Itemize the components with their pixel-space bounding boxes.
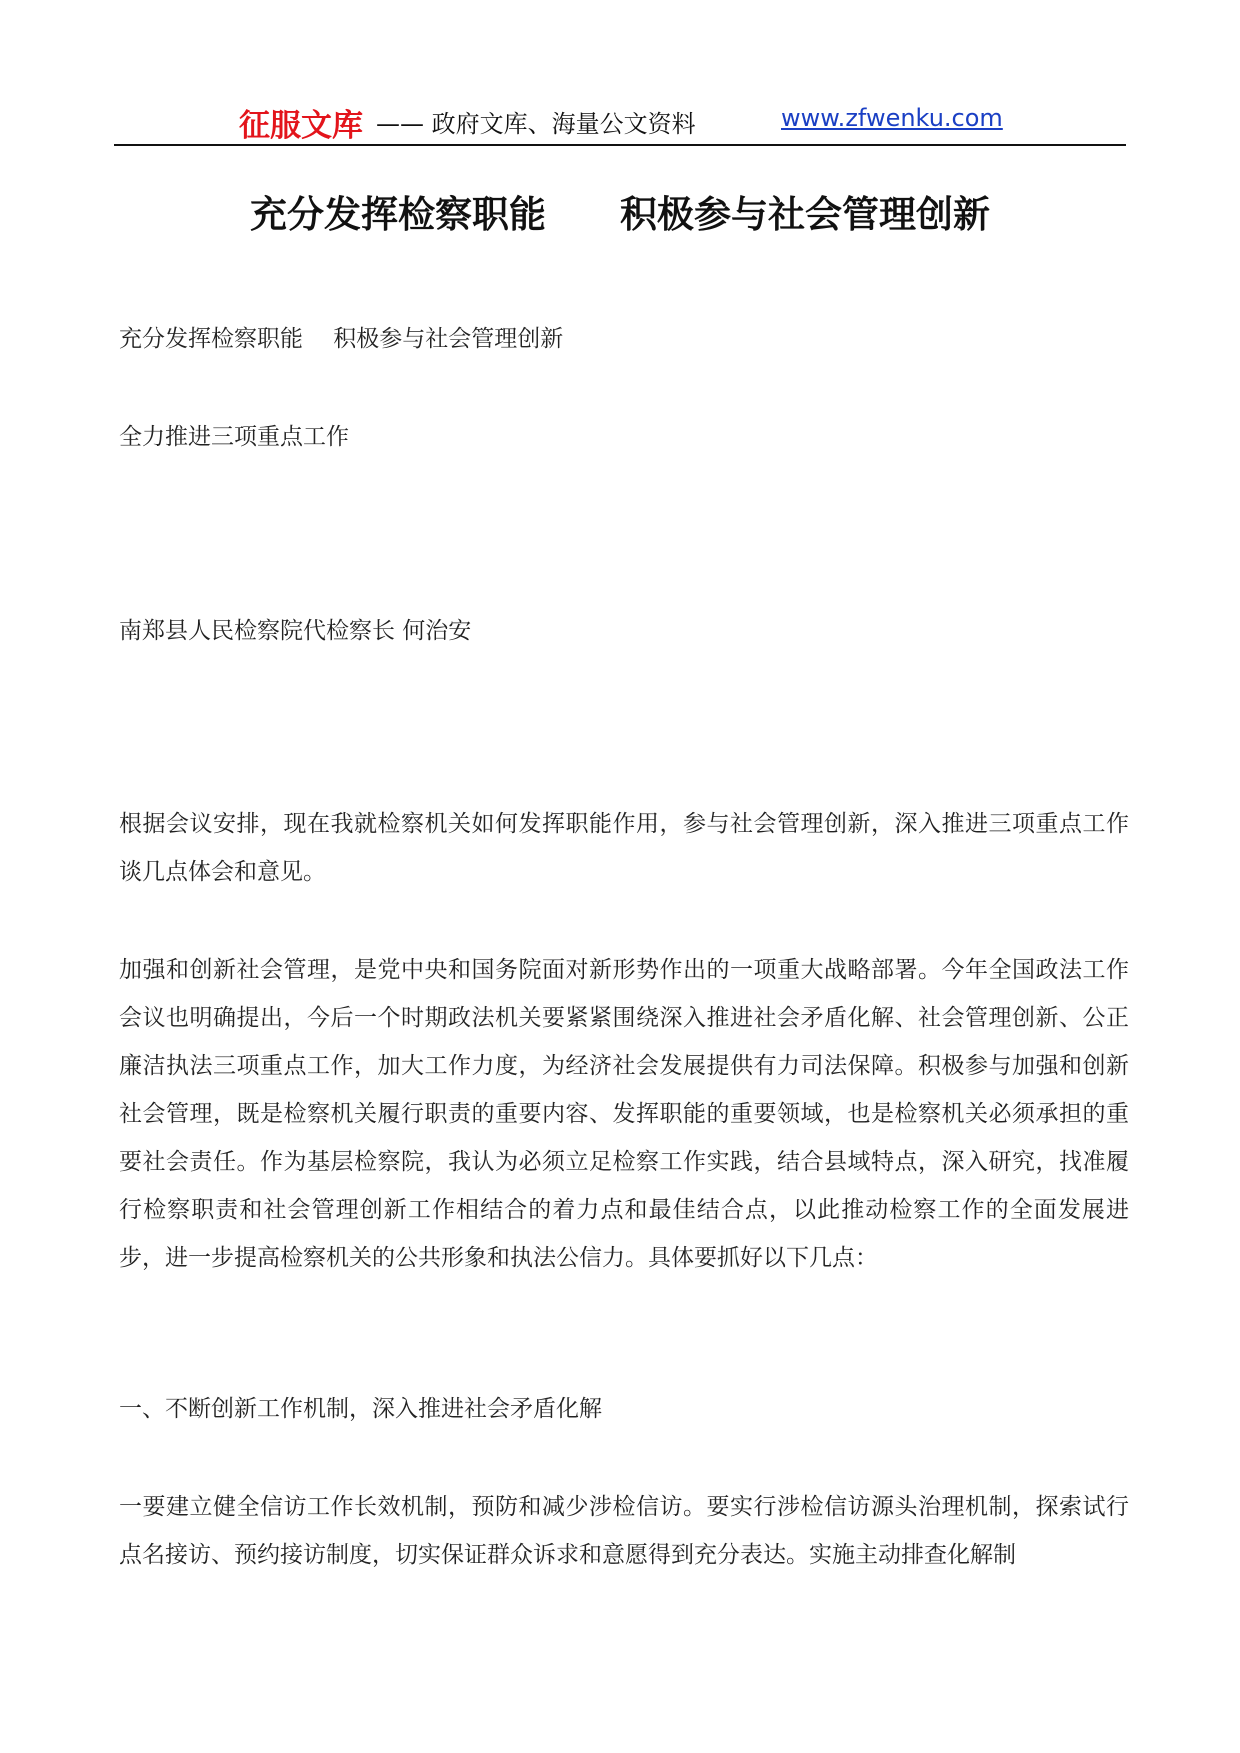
- header-slogan: —— 政府文库、海量公文资料: [376, 110, 696, 138]
- paragraph-section-1: 一要建立健全信访工作长效机制，预防和减少涉检信访。要实行涉检信访源头治理机制，探索试行点名接访、预约接访制度，切实保证群众诉求和意愿得到充分表达。实施主动排查化解制: [119, 1494, 1129, 1568]
- brand-logo-text: 征服文库: [239, 108, 363, 144]
- subtitle-line-2: 全力推进三项重点工作: [119, 424, 349, 450]
- header-divider: [114, 144, 1126, 146]
- section-heading-1: 一、不断创新工作机制，深入推进社会矛盾化解: [119, 1396, 602, 1422]
- document-title: 充分发挥检察职能 积极参与社会管理创新: [250, 193, 990, 236]
- paragraph-intro: 根据会议安排，现在我就检察机关如何发挥职能作用，参与社会管理创新，深入推进三项重点工作谈几点体会和意见。: [119, 811, 1129, 885]
- paragraph-main: 加强和创新社会管理，是党中央和国务院面对新形势作出的一项重大战略部署。今年全国政法工作会议也明确提出，今后一个时期政法机关要紧紧围绕深入推进社会矛盾化解、社会管理创新、公正廉洁执法三项重点工作，加大工作力度，为经济社会发展提供有力司法保障。积极参与加强和创新社会管理，既是检察机关履行职责的重要内容、发挥职能的重要领域，也是检察机关必须承担的重要社会责任。作为基层检察院，我认为必须立足检察工作实践，结合县域特点，深入研究，找准履行检察职责和社会管理创新工作相结合的着力点和最佳结合点，以此推动检察工作的全面发展进步，进一步提高检察机关的公共形象和执法公信力。具体要抓好以下几点：: [119, 957, 1129, 1271]
- site-url-link[interactable]: www.zfwenku.com: [781, 104, 1003, 132]
- author-line: 南郑县人民检察院代检察长 何治安: [119, 618, 472, 644]
- page-header: [114, 96, 1126, 146]
- subtitle-line-1: 充分发挥检察职能 积极参与社会管理创新: [119, 326, 564, 352]
